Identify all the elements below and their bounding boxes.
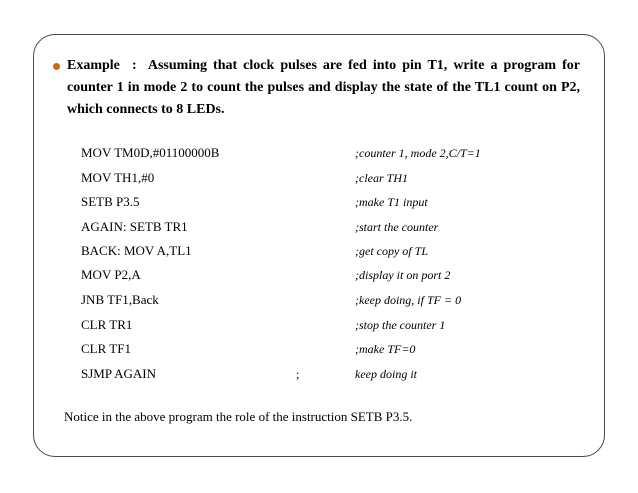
code-comment-8: ;stop the counter 1 <box>355 318 446 332</box>
code-comment-10: keep doing it <box>355 367 417 381</box>
code-instr-7: JNB TF1,Back <box>81 292 159 307</box>
code-instr-4: AGAIN: SETB TR1 <box>81 219 188 234</box>
code-comment-2: ;clear TH1 <box>355 171 408 185</box>
code-instr-6: MOV P2,A <box>81 267 141 282</box>
code-instr-8: CLR TR1 <box>81 317 133 332</box>
code-comment-5: ;get copy of TL <box>355 244 428 258</box>
code-comment-4: ;start the counter <box>355 220 439 234</box>
code-instr-10: SJMP AGAIN <box>81 366 157 381</box>
code-comment-9: ;make TF=0 <box>355 342 416 356</box>
example-label: Example <box>67 58 120 73</box>
code-semicolon-10: ; <box>296 367 300 381</box>
code-instr-5: BACK: MOV A,TL1 <box>81 243 192 258</box>
code-comment-1: ;counter 1, mode 2,C/T=1 <box>355 146 481 160</box>
code-instr-9: CLR TF1 <box>81 341 131 356</box>
code-instr-2: MOV TH1,#0 <box>81 170 155 185</box>
example-paragraph <box>67 55 580 121</box>
bullet-dot-icon <box>53 63 60 70</box>
example-colon: : <box>131 58 137 73</box>
code-comment-3: ;make T1 input <box>355 195 428 209</box>
code-instr-1: MOV TM0D,#01100000B <box>81 145 220 160</box>
code-comment-6: ;display it on port 2 <box>355 268 451 282</box>
code-comment-7: ;keep doing, if TF = 0 <box>355 293 462 307</box>
code-instr-3: SETB P3.5 <box>81 194 140 209</box>
note-text: Notice in the above program the role of the instruction SETB P3.5. <box>64 409 413 424</box>
example-text: Assuming that clock pulses are fed into pin T1, write a program for counter 1 in mode 2 to count the pulses and display the state of the TL1 count on P2, which connects to 8 LEDs. <box>67 58 581 117</box>
